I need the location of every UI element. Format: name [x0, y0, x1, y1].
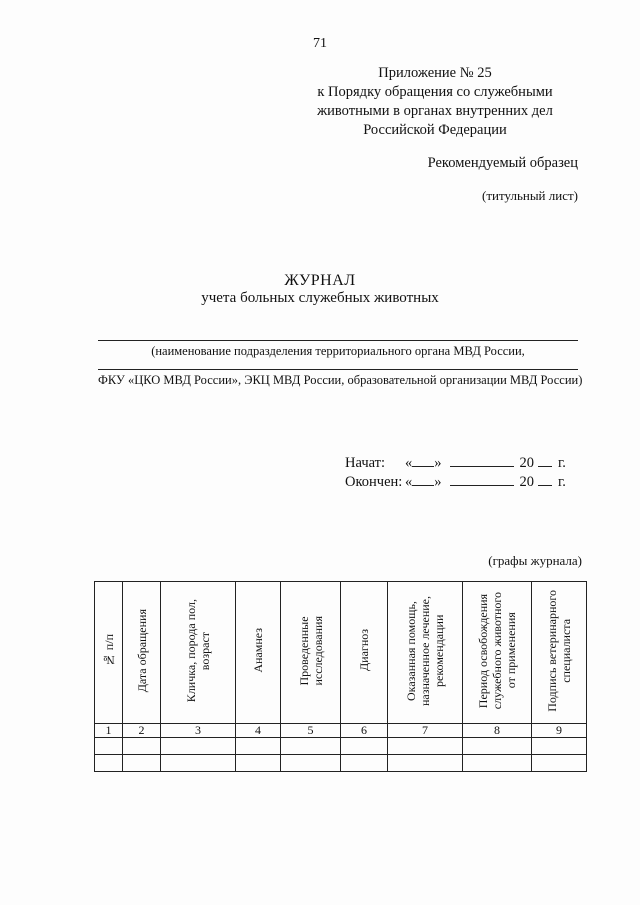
header-cell — [341, 582, 388, 724]
column-number: 1 — [95, 724, 123, 738]
header-cell — [281, 582, 341, 724]
column-number: 2 — [123, 724, 161, 738]
column-number: 8 — [463, 724, 532, 738]
close-quote: » — [434, 455, 442, 471]
ended-date-row — [345, 473, 566, 492]
recommended-sample-label: Рекомендуемый образец — [427, 155, 578, 171]
year-blank — [538, 454, 552, 467]
started-date-row — [345, 454, 566, 473]
column-number: 4 — [236, 724, 281, 738]
appendix-line: Приложение № 25 — [378, 65, 492, 81]
title-page-note: (титульный лист) — [482, 188, 578, 203]
header-cell — [532, 582, 587, 724]
header-cell — [388, 582, 463, 724]
table-cell — [463, 738, 532, 755]
header-cell — [95, 582, 123, 724]
open-quote: « — [405, 474, 413, 490]
header-treatment: Оказанная помощь, назначенное лечение, рекомендации — [404, 595, 446, 706]
header-cell — [463, 582, 532, 724]
header-cell — [123, 582, 161, 724]
year-suffix: г. — [558, 455, 566, 471]
header-date: Дата обращения — [134, 608, 149, 693]
journal-title: ЖУРНАЛ — [284, 272, 356, 289]
header-release-period: Период освобождения служебного животного от применения — [476, 591, 518, 710]
column-number: 9 — [532, 724, 587, 738]
open-quote: « — [405, 455, 413, 471]
year-suffix: г. — [558, 474, 566, 490]
header-name-breed: Кличка, порода пол, возраст — [184, 598, 212, 703]
table-cell — [95, 738, 123, 755]
appendix-block — [300, 64, 570, 140]
appendix-line: Российской Федерации — [363, 122, 507, 138]
day-blank — [412, 473, 434, 486]
columns-note: (графы журнала) — [488, 553, 582, 568]
table-cell — [341, 738, 388, 755]
appendix-line: животными в органах внутренних дел — [317, 103, 553, 119]
appendix-line: к Порядку обращения со служебными — [317, 84, 553, 100]
year-blank — [538, 473, 552, 486]
table-cell — [236, 738, 281, 755]
table-row — [95, 755, 587, 772]
table-cell — [161, 755, 236, 772]
org-name-line — [98, 340, 578, 341]
column-number: 7 — [388, 724, 463, 738]
table-cell — [341, 755, 388, 772]
year-prefix: 20 — [519, 474, 534, 490]
org-name-line-2 — [98, 369, 578, 370]
table-cell — [123, 738, 161, 755]
year-prefix: 20 — [519, 455, 534, 471]
table-number-row — [95, 724, 587, 738]
header-diagnosis: Диагноз — [357, 629, 371, 672]
table-cell — [123, 755, 161, 772]
column-number: 3 — [161, 724, 236, 738]
ended-label: Окончен: — [345, 474, 403, 490]
header-cell — [161, 582, 236, 724]
table-cell — [388, 738, 463, 755]
table-cell — [532, 755, 587, 772]
table-cell — [463, 755, 532, 772]
journal-subtitle: учета больных служебных животных — [201, 290, 439, 306]
column-number: 6 — [341, 724, 388, 738]
column-number: 5 — [281, 724, 341, 738]
table-cell — [532, 738, 587, 755]
org-name-caption-2: ФКУ «ЦКО МВД России», ЭКЦ МВД России, образовательной организации МВД России) — [98, 373, 583, 387]
header-number: № п/п — [101, 633, 116, 668]
org-name-caption-1: (наименование подразделения территориального органа МВД России, — [151, 344, 525, 358]
table-cell — [388, 755, 463, 772]
table-cell — [281, 738, 341, 755]
table-row — [95, 738, 587, 755]
table-cell — [95, 755, 123, 772]
journal-table — [94, 581, 587, 772]
table-header-row — [95, 582, 587, 724]
table-cell — [161, 738, 236, 755]
month-blank — [450, 454, 514, 467]
month-blank — [450, 473, 514, 486]
header-cell — [236, 582, 281, 724]
page-number: 71 — [313, 36, 327, 51]
started-label: Начат: — [345, 455, 386, 471]
header-vet-signature: Подпись ветеринарного специалиста — [545, 589, 573, 712]
journal-dates — [345, 454, 566, 492]
table-cell — [281, 755, 341, 772]
close-quote: » — [434, 474, 442, 490]
header-examinations: Проведенные исследования — [296, 615, 325, 686]
day-blank — [412, 454, 434, 467]
table-cell — [236, 755, 281, 772]
header-anamnesis: Анамнез — [251, 628, 265, 673]
